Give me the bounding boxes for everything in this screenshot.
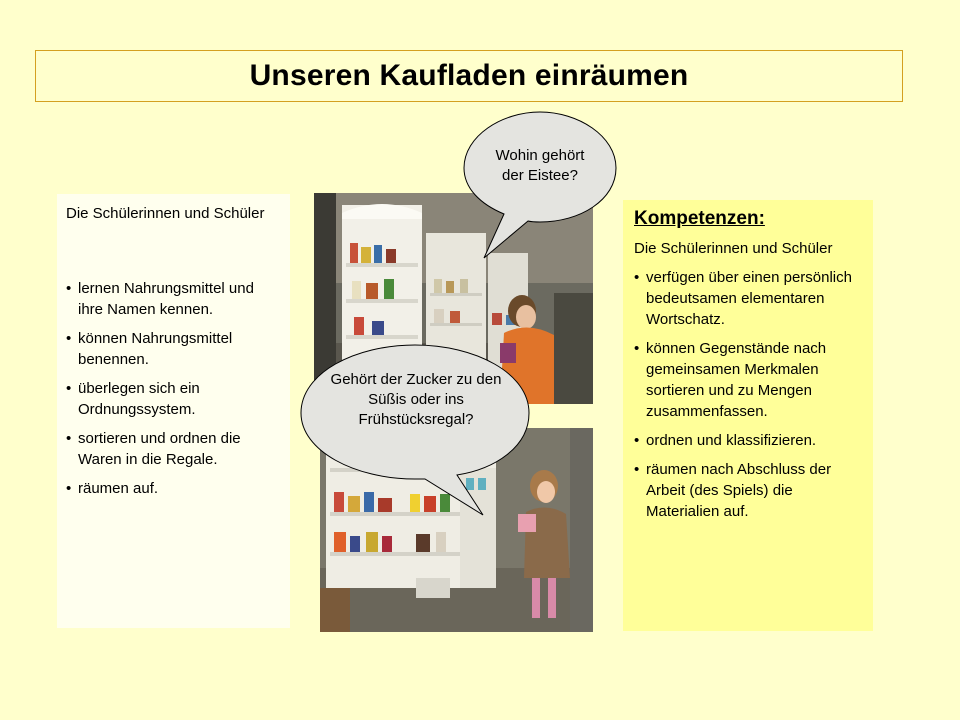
list-item: • können Nahrungsmittel benennen. xyxy=(66,330,233,368)
bullet-icon: • xyxy=(66,280,72,297)
bullet-icon: • xyxy=(66,430,72,447)
list-item: • ordnen und klassifizieren. xyxy=(634,432,817,449)
list-item: • überlegen sich ein Ordnungssystem. xyxy=(66,380,200,418)
bullet-icon: • xyxy=(66,330,72,347)
bullet-icon: • xyxy=(66,480,72,497)
speech-bubble-top xyxy=(460,110,620,270)
list-item: • räumen auf. xyxy=(66,480,159,497)
bullet-icon: • xyxy=(634,461,640,478)
speech-bubble-top-text: Wohin gehört der Eistee? xyxy=(495,147,585,184)
learning-goals-list xyxy=(66,278,282,499)
list-item: • räumen nach Abschluss der Arbeit (des Spiels) die Materialien auf. xyxy=(634,461,832,520)
list-item: • sortieren und ordnen die Waren in die Regale. xyxy=(66,430,241,468)
bullet-icon: • xyxy=(634,340,640,357)
page-title: Unseren Kaufladen einräumen xyxy=(249,59,689,92)
competencies-heading: Kompetenzen: xyxy=(634,208,765,229)
competencies-list xyxy=(634,267,867,522)
speech-bubble-bottom-text: Gehört der Zucker zu den Süßis oder ins Frühstücksregal? xyxy=(330,371,502,428)
bullet-icon: • xyxy=(634,269,640,286)
list-item: • können Gegenstände nach gemeinsamen Merkmalen sortieren und zu Mengen zusammenfassen. xyxy=(634,340,827,420)
list-item: • lernen Nahrungsmittel und ihre Namen kennen. xyxy=(66,280,254,318)
right-panel-intro: Die Schülerinnen und Schüler xyxy=(634,240,833,257)
title-box xyxy=(35,50,903,102)
left-panel-intro: Die Schülerinnen und Schüler xyxy=(66,205,265,222)
bullet-icon: • xyxy=(66,380,72,397)
list-item: • verfügen über einen persönlich bedeutsamen elementaren Wortschatz. xyxy=(634,269,852,328)
learning-goals-panel xyxy=(57,194,290,628)
competencies-panel xyxy=(623,200,873,631)
bullet-icon: • xyxy=(634,432,640,449)
